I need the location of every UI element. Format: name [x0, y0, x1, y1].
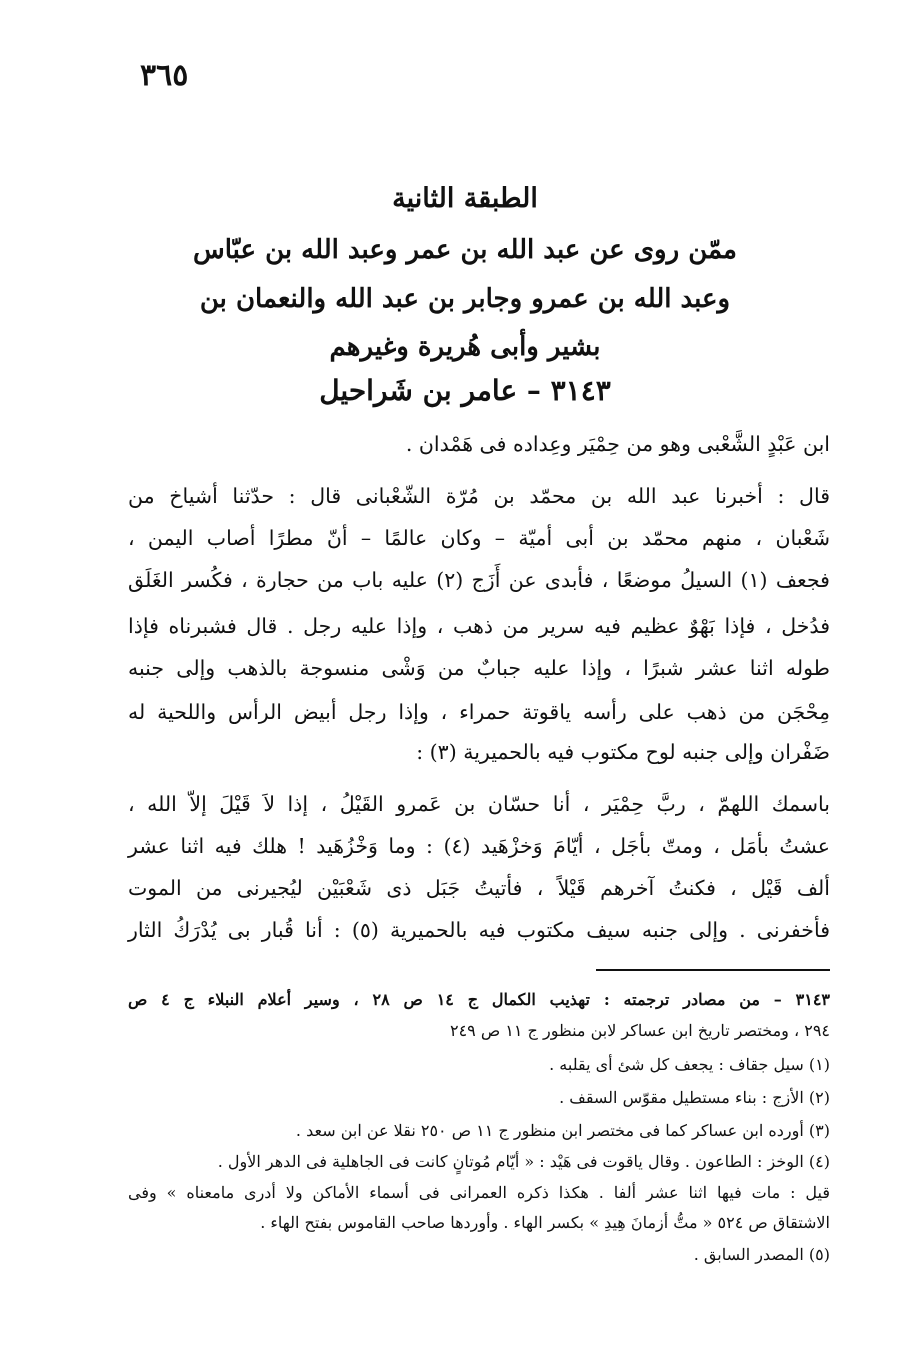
footnote-line: (٢) الأزج : بناء مستطيل مقوّس السقف . [559, 1088, 830, 1107]
section-subtitle-line-1: ممّن روى عن عبد الله بن عمر وعبد الله بن عبّاس [193, 235, 737, 265]
entry-title: ٣١٤٣ – عامر بن شَراحيل [319, 374, 611, 407]
body-line: ابن عَبْدٍ الشَّعْبى وهو من حِمْيَر وعِداده فى هَمْدان . [405, 432, 830, 456]
body-line: مِحْجَن من ذهب على رأسه ياقوتة حمراء ، وإذا رجل أبيض الرأس واللحية له [128, 700, 830, 724]
footnote-line: ٣١٤٣ – من مصادر ترجمته : تهذيب الكمال ج ١٤ ص ٢٨ ، وسير أعلام النبلاء ج ٤ ص [128, 990, 830, 1009]
footnote-line: (١) سيل جقاف : يجعف كل شئ أى يقلبه . [549, 1055, 830, 1074]
body-line: شَعْبان ، منهم محمّد بن أبى أميّة – وكان عالمًا – أنّ مطرًا أصاب اليمن ، [128, 526, 830, 550]
body-line: فأخفرنى . وإلى جنبه سيف مكتوب فيه بالحميرية (٥) : أنا قُبار بى يُدْرَكُ الثار [128, 918, 831, 942]
footnote-line: (٣) أورده ابن عساكر كما فى مختصر ابن منظور ج ١١ ص ٢٥٠ نقلا عن ابن سعد . [295, 1121, 830, 1140]
section-subtitle-line-3: بشير وأبى هُريرة وغيرهم [329, 332, 601, 362]
footnote-line: ٢٩٤ ، ومختصر تاريخ ابن عساكر لابن منظور ج ١١ ص ٢٤٩ [449, 1021, 830, 1040]
footnote-line: (٤) الوخز : الطاعون . وقال ياقوت فى هَيْد : « أيّام مُوتانٍ كانت فى الجاهلية فى الدهر الأول . [217, 1152, 830, 1171]
body-line: ضَفْران وإلى جنبه لوح مكتوب فيه بالحميرية (٣) : [416, 740, 830, 764]
footnote-divider [596, 969, 830, 971]
footnote-line: قيل : مات فيها اثنا عشر ألفا . هكذا ذكره العمرانى فى أسماء الأماكن ولا أدرى مامعناه » وفى [128, 1183, 830, 1202]
footnote-line: الاشتقاق ص ٥٢٤ « متُّ أزمانَ هِيدِ » بكسر الهاء . وأوردها صاحب القاموس بفتح الهاء . [260, 1213, 830, 1232]
page-number: ٣٦٥ [140, 58, 189, 93]
body-line: باسمك اللهمّ ، ربَّ حِمْيَر ، أنا حسّان بن عَمرو القَيْلُ ، إذا لاَ قَيْلَ إلاّ الله ، [128, 792, 830, 816]
body-line: قال : أخبرنا عبد الله بن محمّد بن مُرّة الشّعْبانى قال : حدّثنا أشياخ من [128, 484, 830, 508]
section-subtitle-line-2: وعبد الله بن عمرو وجابر بن عبد الله والنعمان بن [199, 284, 731, 314]
body-line: فجعف (١) السيلُ موضعًا ، فأبدى عن أَزَج (٢) عليه باب من حجارة ، فكُسر الغَلَق [128, 568, 830, 592]
body-line: طوله اثنا عشر شبرًا ، وإذا عليه جبابٌ من وَشْى منسوجة بالذهب وإلى جنبه [128, 656, 830, 680]
footnote-line: (٥) المصدر السابق . [693, 1245, 830, 1264]
body-line: عشتُ بأمَل ، ومتّ بأجَل ، أيّامَ وَخزْهَيد (٤) : وما وَخْزُهَيد ! هلك فيه اثنا عشر [128, 834, 830, 858]
body-line: فدُخل ، فإذا بَهْوٌ عظيم فيه سرير من ذهب ، وإذا عليه رجل . قال فشبرناه فإذا [128, 614, 830, 638]
body-line: ألف قَيْل ، فكنتُ آخرهم قَيْلاً ، فأتيتُ جَبَل ذى شَعْبَيْن ليُجيرنى من الموت [128, 876, 830, 900]
section-title: الطبقة الثانية [392, 183, 538, 214]
